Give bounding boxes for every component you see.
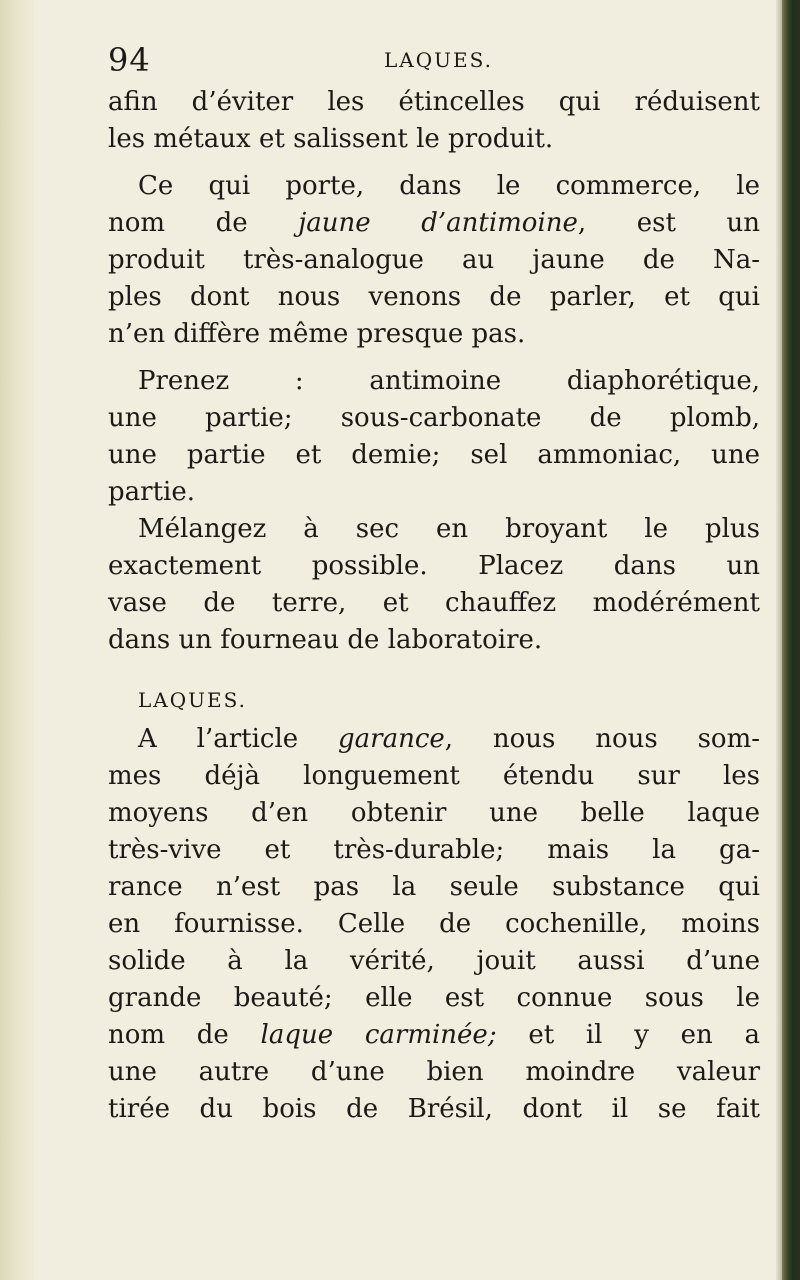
text-line: très-vive et très-durable; mais la ga- bbox=[108, 835, 760, 865]
text-line: rance n’est pas la seule substance qui bbox=[108, 872, 760, 902]
text-line: les métaux et salissent le produit. bbox=[108, 124, 554, 154]
paragraph-5 bbox=[108, 721, 760, 1128]
text-line: partie. bbox=[108, 477, 195, 507]
italic-term: garance bbox=[338, 724, 445, 754]
book-spine-right bbox=[782, 0, 800, 1280]
text-line: tirée du bois de Brésil, dont il se fait bbox=[108, 1094, 760, 1124]
text-line: Mélangez à sec en broyant le plus bbox=[138, 514, 760, 544]
running-title: LAQUES. bbox=[384, 48, 493, 72]
text-line: dans un fourneau de laboratoire. bbox=[108, 625, 543, 655]
text-line bbox=[108, 205, 760, 242]
text-line: solide à la vérité, jouit aussi d’une bbox=[108, 946, 760, 976]
text-line: vase de terre, et chauffez modérément bbox=[108, 588, 760, 618]
text-line: produit très-analogue au jaune de Na- bbox=[108, 245, 760, 275]
text-line: Ce qui porte, dans le commerce, le bbox=[138, 171, 760, 201]
section-title: LAQUES. bbox=[138, 688, 247, 712]
paragraph-1 bbox=[108, 84, 760, 158]
text-line: grande beauté; elle est connue sous le bbox=[108, 983, 760, 1013]
text-line: exactement possible. Placez dans un bbox=[108, 551, 760, 581]
text-fragment: nom de bbox=[108, 1020, 261, 1050]
text-line: moyens d’en obtenir une belle laque bbox=[108, 798, 760, 828]
paragraph-4 bbox=[108, 511, 760, 659]
text-line: mes déjà longuement étendu sur les bbox=[108, 761, 760, 791]
text-fragment: A l’article bbox=[138, 724, 339, 754]
text-fragment: , est un bbox=[577, 208, 760, 238]
text-line: ples dont nous venons de parler, et qui bbox=[108, 282, 760, 312]
text-line: une autre d’une bien moindre valeur bbox=[108, 1057, 760, 1087]
text-line: en fournisse. Celle de cochenille, moins bbox=[108, 909, 760, 939]
italic-term: jaune d’antimoine bbox=[298, 208, 578, 238]
text-line: n’en diffère même presque pas. bbox=[108, 319, 526, 349]
text-fragment: , nous nous som- bbox=[444, 724, 761, 754]
text-fragment: et il y en a bbox=[496, 1020, 760, 1050]
italic-term: laque carminée; bbox=[260, 1020, 497, 1050]
page-number: 94 bbox=[108, 41, 151, 79]
text-line: une partie et demie; sel ammoniac, une bbox=[108, 440, 760, 470]
text-line bbox=[108, 721, 760, 758]
text-fragment: nom de bbox=[108, 208, 299, 238]
running-head bbox=[108, 40, 760, 84]
page-text-block bbox=[108, 40, 760, 1128]
text-line: une partie; sous-carbonate de plomb, bbox=[108, 403, 760, 433]
paragraph-2 bbox=[108, 168, 760, 353]
page-gutter-left bbox=[0, 0, 34, 1280]
paragraph-3 bbox=[108, 363, 760, 511]
text-line bbox=[108, 1017, 760, 1054]
text-line: Prenez : antimoine diaphorétique, bbox=[138, 366, 760, 396]
text-line: afin d’éviter les étincelles qui réduisent bbox=[108, 87, 760, 117]
